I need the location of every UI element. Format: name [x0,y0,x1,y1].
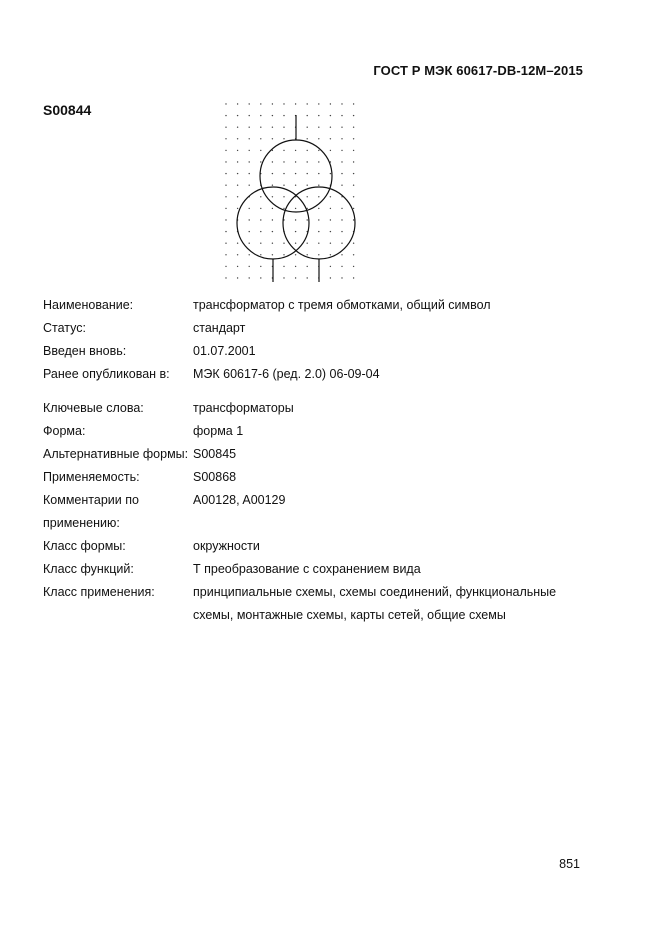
grid-dot [307,266,308,267]
field-label: Форма: [43,424,86,438]
grid-dot [283,277,284,278]
grid-dot [225,254,226,255]
grid-dot [249,231,250,232]
grid-dot [353,150,354,151]
grid-dot [295,150,296,151]
grid-dot [237,196,238,197]
grid-dot [249,103,250,104]
grid-dot [307,115,308,116]
grid-dot [353,161,354,162]
grid-dot [353,115,354,116]
grid-dot [249,243,250,244]
grid-dot [283,185,284,186]
grid-dot [353,243,354,244]
field-row-function-class [43,558,583,581]
field-row-alternative-forms [43,443,583,466]
grid-dot [318,243,319,244]
grid-dot [249,266,250,267]
grid-dot [260,254,261,255]
field-value: Т преобразование с сохранением вида [193,562,421,576]
grid-dot [318,219,319,220]
grid-dot [307,254,308,255]
grid-dot [249,138,250,139]
field-label: Класс формы: [43,539,126,553]
grid-dot [249,219,250,220]
grid-dot [330,266,331,267]
field-row-applicability [43,466,583,489]
grid-dot [237,115,238,116]
right-winding-circle [283,187,355,259]
field-label: Введен вновь: [43,344,127,358]
field-label: Применяемость: [43,470,140,484]
grid-dot [260,243,261,244]
grid-dot [260,161,261,162]
grid-dot [295,161,296,162]
grid-dot [272,127,273,128]
grid-dot [318,103,319,104]
grid-dot [225,266,226,267]
grid-dot [260,219,261,220]
field-value: МЭК 60617-6 (ред. 2.0) 06-09-04 [193,367,380,381]
grid-dot [260,138,261,139]
grid-dot [307,138,308,139]
grid-dot [237,150,238,151]
field-value: окружности [193,539,260,553]
grid-dot [330,208,331,209]
grid-dot [283,161,284,162]
field-row-application-comments [43,489,583,535]
grid-dot [318,173,319,174]
grid-dot [307,161,308,162]
grid-dot [318,138,319,139]
grid-dot [283,254,284,255]
grid-dot [237,127,238,128]
field-value: A00128, A00129 [193,493,286,507]
grid-dot [272,161,273,162]
field-label: Ключевые слова: [43,401,144,415]
grid-dot [225,115,226,116]
grid-dot [225,243,226,244]
grid-dot [307,277,308,278]
grid-dot [318,150,319,151]
grid-dot [341,115,342,116]
grid-dot [225,185,226,186]
grid-dot [353,173,354,174]
grid-dot [307,173,308,174]
grid-dot [341,243,342,244]
grid-dot [330,243,331,244]
grid-dot [341,208,342,209]
grid-dot [272,185,273,186]
field-value: S00845 [193,447,237,461]
grid-dot [307,103,308,104]
document-standard-header: ГОСТ Р МЭК 60617-DB-12M–2015 [373,63,583,78]
grid-dot [353,219,354,220]
grid-dot [318,196,319,197]
grid-dot [237,254,238,255]
field-row-previously-published [43,363,583,386]
grid-dot [353,127,354,128]
grid-dot [272,138,273,139]
grid-dot [237,103,238,104]
grid-dot [260,208,261,209]
grid-dot [330,150,331,151]
grid-dot [307,185,308,186]
field-value: трансформаторы [193,401,294,415]
grid-dot [341,161,342,162]
grid-dot [272,173,273,174]
grid-dot [307,196,308,197]
grid-dot [330,138,331,139]
grid-dot [272,243,273,244]
grid-dot [341,219,342,220]
grid-dot [225,150,226,151]
grid-dot [295,103,296,104]
grid-dot [283,173,284,174]
grid-dot [353,208,354,209]
grid-dot [225,138,226,139]
grid-dot [249,115,250,116]
field-row-form [43,420,583,443]
field-label: Статус: [43,321,86,335]
grid-dot [249,127,250,128]
grid-dot [237,173,238,174]
grid-dot [330,127,331,128]
grid-dot [283,196,284,197]
grid-dot [260,231,261,232]
grid-dot [330,173,331,174]
field-row-name [43,294,583,317]
grid-dot [260,115,261,116]
grid-dot [283,115,284,116]
grid-dot [353,266,354,267]
grid-dot [318,161,319,162]
field-row-status [43,317,583,340]
grid-dot [295,277,296,278]
grid-dot [295,208,296,209]
grid-dot [260,196,261,197]
grid-dot [295,173,296,174]
grid-dot [341,254,342,255]
grid-dot [225,161,226,162]
grid-dot [249,150,250,151]
grid-dot [225,103,226,104]
grid-dot [249,161,250,162]
grid-dot [283,150,284,151]
grid-dot [283,208,284,209]
grid-dot [318,185,319,186]
left-winding-circle [237,187,309,259]
field-value: трансформатор с тремя обмотками, общий символ [193,298,491,312]
grid-dot [249,254,250,255]
grid-dot [330,277,331,278]
grid-dot [353,138,354,139]
grid-dot [341,127,342,128]
grid-dot [341,173,342,174]
grid-dot [272,196,273,197]
grid-dot [225,173,226,174]
field-value: стандарт [193,321,246,335]
grid-dot [225,127,226,128]
grid-dot [283,103,284,104]
grid-dot [318,115,319,116]
grid-dot [237,161,238,162]
grid-dot [272,254,273,255]
field-label: Класс применения: [43,585,155,599]
grid-dot [225,219,226,220]
symbol-attributes [43,294,583,627]
grid-dot [341,231,342,232]
grid-dot [237,243,238,244]
field-value: форма 1 [193,424,244,438]
grid-dot [260,266,261,267]
grid-dot [249,277,250,278]
grid-dot [330,196,331,197]
grid-dot [341,266,342,267]
grid-dot [341,150,342,151]
grid-dot [249,185,250,186]
grid-dot [330,115,331,116]
symbol-code: S00844 [43,102,92,118]
grid-dot [307,127,308,128]
grid-dot [353,254,354,255]
field-label: Альтернативные формы: [43,447,189,461]
grid-dot [330,103,331,104]
grid-dot [353,103,354,104]
field-label: Класс функций: [43,562,134,576]
grid-dot [260,103,261,104]
grid-dot [307,219,308,220]
grid-dot [225,196,226,197]
grid-dot [307,243,308,244]
grid-dot [272,208,273,209]
grid-dot [249,173,250,174]
field-row-shape-class [43,535,583,558]
grid-dot [295,266,296,267]
grid-dot [295,231,296,232]
grid-dot [341,277,342,278]
grid-dot [272,219,273,220]
field-value: 01.07.2001 [193,344,256,358]
field-value: принципиальные схемы, схемы соединений, функциональные схемы, монтажные схемы, карты сетей, общие схемы [193,585,557,622]
grid-dot [341,138,342,139]
grid-dot [318,254,319,255]
grid-dot [237,266,238,267]
field-row-application-class [43,581,583,627]
grid-dot [330,231,331,232]
grid-dot [260,150,261,151]
grid-dot [318,127,319,128]
field-value: S00868 [193,470,237,484]
grid-dot [330,254,331,255]
grid-dot [225,277,226,278]
grid-dot [295,185,296,186]
grid-dot [272,231,273,232]
grid-dot [237,208,238,209]
field-row-introduced [43,340,583,363]
grid-dot [272,103,273,104]
grid-dot [249,208,250,209]
grid-dot [295,219,296,220]
field-label: Ранее опубликован в: [43,367,170,381]
grid-dot [341,185,342,186]
grid-dot [283,243,284,244]
grid-dot [307,150,308,151]
grid-dot [283,138,284,139]
grid-dot [330,219,331,220]
grid-dot [225,231,226,232]
field-row-keywords [43,397,583,420]
field-label: Наименование: [43,298,134,312]
transformer-three-windings-icon [222,98,366,288]
grid-dot [353,185,354,186]
grid-dot [295,243,296,244]
grid-dot [225,208,226,209]
grid-dot [318,208,319,209]
grid-dot [237,277,238,278]
grid-dot [295,254,296,255]
grid-dot [353,196,354,197]
grid-dot [283,127,284,128]
grid-dot [318,231,319,232]
grid-dot [272,115,273,116]
grid-dot [237,138,238,139]
grid-dot [237,185,238,186]
grid-dot [260,277,261,278]
grid-dot [353,277,354,278]
grid-dot [283,266,284,267]
grid-dot [341,103,342,104]
field-label: Комментарии по применению: [43,493,139,530]
page-number: 851 [559,857,580,871]
grid-dot [260,127,261,128]
